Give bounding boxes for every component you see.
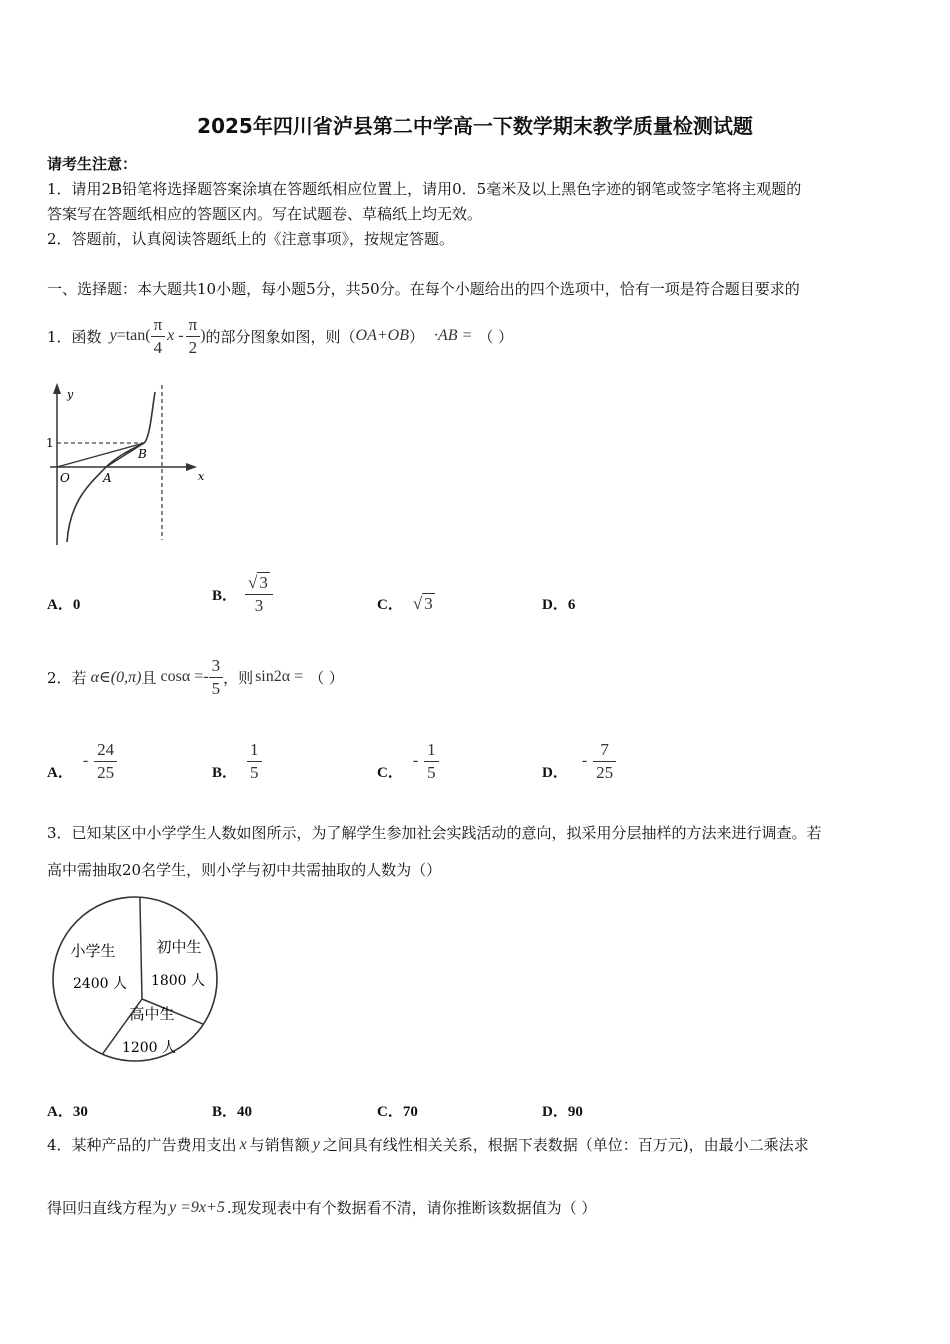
q3-option-a[interactable]: A．30	[47, 1104, 88, 1120]
q2-option-d-frac: $\frac{7}{25}$	[593, 739, 616, 784]
q3-pie-chart	[45, 893, 230, 1068]
origin-label: O	[60, 471, 70, 485]
q1-frac-1: $\frac{\pi}{4}$	[151, 314, 166, 359]
q1-number: 1．	[47, 327, 72, 346]
q2-condition: α∈(0,π)	[90, 669, 142, 686]
q1-frac-2: $\frac{\pi}{2}$	[186, 314, 201, 359]
pie-value-senior: 1200 人	[121, 1040, 177, 1056]
pie-value-junior: 1800 人	[150, 973, 206, 989]
pie-label-senior: 高中生	[129, 1005, 175, 1023]
q2-and: 且	[141, 668, 157, 687]
point-b-label: B	[138, 447, 147, 461]
q1-option-c[interactable]: C． √ 3	[377, 593, 433, 613]
notice-line-1: 1．请用2B铅笔将选择题答案涂填在答题纸相应位置上，请用0．5毫米及以上黑色字迹的钢笔或签字笔将主观题的	[47, 180, 802, 198]
question-3-line-1: 3．已知某区中小学学生人数如图所示，为了解学生参加社会实践活动的意向，拟采用分层抽样的方法来进行调查。若	[47, 824, 822, 842]
section-heading: 一、选择题：本大题共10小题，每小题5分，共50分。在每个小题给出的四个选项中，恰有一项是符合题目要求的	[47, 280, 800, 298]
q1-close: ）	[409, 327, 425, 346]
q1-func-close: )	[200, 327, 206, 344]
q1-vector: OA+OB	[355, 327, 409, 344]
q1-option-b[interactable]: B． $\frac{√ 3}{3}$	[212, 568, 273, 620]
q2-prefix: 若	[71, 668, 87, 687]
question-2	[47, 652, 344, 702]
q2-number: 2．	[47, 668, 72, 687]
point-a-label: A	[103, 471, 112, 485]
q2-option-a-frac: $\frac{24}{25}$	[94, 739, 117, 784]
one-label: 1	[46, 436, 54, 450]
q1-prefix: 函数	[71, 327, 102, 346]
pie-label-primary: 小学生	[70, 942, 116, 960]
q2-option-b[interactable]: B． $\frac{1}{5}$	[212, 735, 262, 787]
q2-cos: cosα =-	[160, 668, 209, 685]
q1-option-c-value: 3	[424, 593, 433, 613]
q4-equation: y =9x+5	[169, 1198, 225, 1216]
q4-var-x: x	[239, 1135, 247, 1153]
q1-tan-graph	[40, 380, 220, 550]
notice-line-3: 2．答题前，认真阅读答题纸上的《注意事项》，按规定答题。	[47, 230, 455, 248]
q2-frac: $\frac{3}{5}$	[209, 655, 224, 700]
q2-option-a[interactable]: A． - $\frac{24}{25}$	[47, 735, 117, 787]
q4-var-y: y	[312, 1135, 320, 1153]
x-axis-arrow	[186, 463, 197, 471]
q1-option-a[interactable]: A．0	[47, 597, 81, 613]
q1-func-lhs: y	[109, 327, 117, 344]
y-label: y	[67, 388, 74, 401]
q2-option-c-frac: $\frac{1}{5}$	[424, 739, 439, 784]
q3-option-d[interactable]: D．90	[542, 1104, 583, 1120]
y-axis-arrow	[53, 383, 61, 394]
q1-dot-ab: ·AB =	[434, 327, 473, 344]
q2-option-c[interactable]: C． - $\frac{1}{5}$	[377, 735, 439, 787]
question-4-line-1: 4． 某种产品的广告费用支出 x 与销售额 y 之间具有线性相关关系，根据下表数据（单位：百万元)，由最小二乘法求	[47, 1135, 809, 1154]
q2-sin: sin2α =	[255, 668, 304, 685]
notice-heading: 请考生注意：	[47, 155, 138, 173]
q2-blank: （ ）	[309, 668, 344, 687]
question-4-line-2: 得回归直线方程为 y =9x+5 .现发现表中有个数据看不清，请你推断该数据值为（ ）	[47, 1198, 597, 1217]
q3-option-b[interactable]: B．40	[212, 1104, 253, 1120]
q1-func-x: x -	[167, 327, 184, 344]
q1-blank: （ ）	[478, 327, 514, 346]
segment-ob	[57, 443, 144, 467]
boundary-primary-junior	[140, 897, 142, 999]
q2-option-d[interactable]: D． - $\frac{7}{25}$	[542, 735, 616, 787]
q2-option-b-frac: $\frac{1}{5}$	[247, 739, 262, 784]
page-title: 2025年四川省泸县第二中学高一下数学期末教学质量检测试题	[197, 114, 753, 138]
notice-line-2: 答案写在答题纸相应的答题区内。写在试题卷、草稿纸上均无效。	[47, 205, 483, 223]
q1-func-tan: =tan(	[116, 327, 151, 344]
q2-then: ，则	[223, 668, 254, 687]
q1-suffix: 的部分图象如图，则（	[205, 327, 356, 346]
q1-option-d[interactable]: D．6	[542, 597, 576, 613]
q1-option-b-frac: $\frac{√ 3}{3}$	[245, 572, 273, 617]
question-3-line-2: 高中需抽取20名学生，则小学与初中共需抽取的人数为（）	[47, 861, 442, 879]
q3-option-c[interactable]: C．70	[377, 1104, 418, 1120]
pie-label-junior: 初中生	[156, 938, 202, 956]
pie-value-primary: 2400 人	[72, 976, 128, 992]
x-label: x	[198, 470, 205, 483]
question-1	[47, 313, 513, 359]
